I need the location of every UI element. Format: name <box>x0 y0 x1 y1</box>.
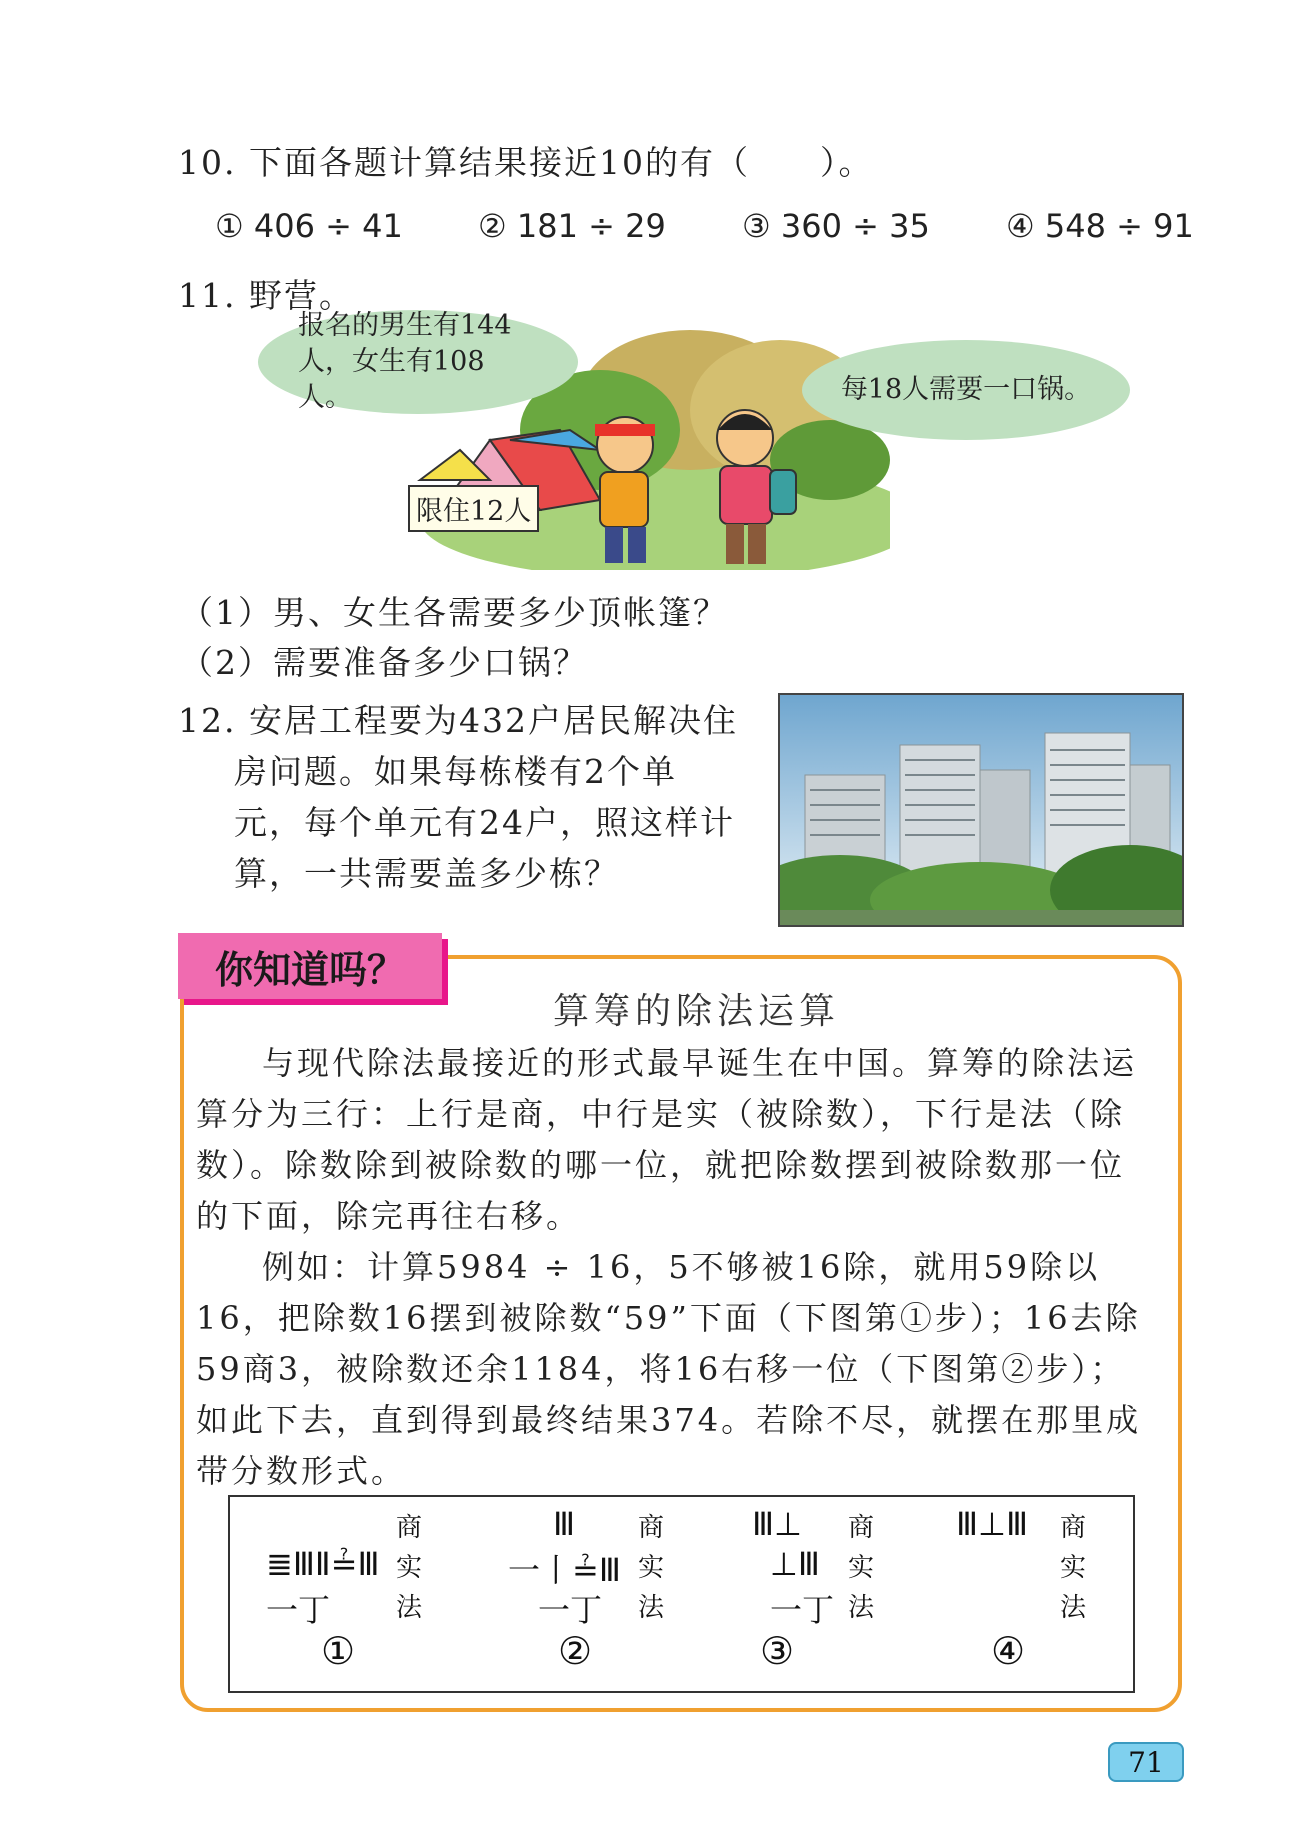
label-quotient: 商 <box>638 1513 665 1543</box>
question-10: 10. 下面各题计算结果接近10的有（ ）。 <box>178 143 874 182</box>
label-divisor: 法 <box>638 1593 665 1623</box>
label-divisor: 法 <box>396 1593 423 1623</box>
label-dividend: 实 <box>638 1553 665 1583</box>
info-tag <box>178 933 442 999</box>
q10-option-3: ③ 360 ÷ 35 <box>742 207 930 245</box>
counting-rods-diagram <box>228 1495 1135 1693</box>
q10-option-2: ② 181 ÷ 29 <box>478 207 666 245</box>
q10-option-4: ④ 548 ÷ 91 <box>1006 207 1194 245</box>
label-divisor: 法 <box>1060 1593 1087 1623</box>
step-number: ① <box>321 1629 356 1673</box>
rod-step-2 <box>508 1507 688 1687</box>
label-quotient: 商 <box>848 1513 875 1543</box>
quotient-rods: Ⅲ <box>553 1505 576 1543</box>
step-number: ② <box>558 1629 593 1673</box>
step-number: ③ <box>760 1629 795 1673</box>
rod-step-4 <box>956 1507 1126 1687</box>
dividend-rods: ≣ⅢⅡ≟Ⅲ <box>266 1545 380 1583</box>
dividend-rods: 一丨≟Ⅲ <box>508 1551 621 1589</box>
divisor-rods: 一丁 <box>266 1591 331 1629</box>
q10-option-1: ① 406 ÷ 41 <box>215 207 403 245</box>
rod-step-3 <box>740 1507 920 1687</box>
page-number: 71 <box>1128 1745 1164 1779</box>
divisor-rods: 一丁 <box>538 1591 603 1629</box>
info-paragraph-2: 例如：计算5984 ÷ 16，5不够被16除，就用59除以16，把除数16摆到被除数“59”下面（下图第①步）；16去除59商3，被除数还余1184，将16右移一位（下图第②步）；如此下去，直到得到最终结果374。若除不尽，就摆在那里成带分数形式。 <box>196 1248 1142 1490</box>
page-number-badge <box>1108 1742 1184 1782</box>
question-11-title: 11. 野营。 <box>178 276 354 315</box>
speech-bubble-left-text: 报名的男生有144人，女生有108人。 <box>298 310 512 413</box>
speech-bubble-left <box>258 310 578 414</box>
label-dividend: 实 <box>396 1553 423 1583</box>
step-number: ④ <box>991 1629 1026 1673</box>
question-12-line-3: 元，每个单元有24户，照这样计 <box>234 803 735 842</box>
question-12-line-2: 房问题。如果每栋楼有2个单 <box>234 752 677 791</box>
info-paragraph-1: 与现代除法最接近的形式最早诞生在中国。算筹的除法运算分为三行：上行是商，中行是实（被除数），下行是法（除数）。除数除到被除数的哪一位，就把除数摆到被除数那一位的下面，除完再往右移。 <box>196 1044 1138 1235</box>
label-dividend: 实 <box>1060 1553 1087 1583</box>
info-title: 算筹的除法运算 <box>553 991 841 1032</box>
label-divisor: 法 <box>848 1593 875 1623</box>
rod-step-1 <box>266 1507 446 1687</box>
speech-bubble-right <box>802 340 1130 440</box>
question-12-line-1: 12. 安居工程要为432户居民解决住 <box>178 701 738 740</box>
quotient-rods: Ⅲ⊥Ⅲ <box>956 1505 1028 1543</box>
label-quotient: 商 <box>396 1513 423 1543</box>
question-12-line-4: 算，一共需要盖多少栋？ <box>234 854 619 893</box>
quotient-rods: Ⅲ⊥ <box>752 1505 802 1543</box>
info-tag-label: 你知道吗？ <box>214 947 405 992</box>
label-quotient: 商 <box>1060 1513 1087 1543</box>
label-dividend: 实 <box>848 1553 875 1583</box>
speech-bubble-right-text: 每18人需要一口锅。 <box>840 374 1092 405</box>
apartment-photo <box>778 693 1184 927</box>
apartment-buildings-graphic <box>780 695 1182 925</box>
tent-sign: 限住12人 <box>408 485 539 532</box>
divisor-rods: 一丁 <box>770 1591 835 1629</box>
question-11-sub-1: （1）男、女生各需要多少顶帐篷？ <box>180 593 728 632</box>
question-11-sub-2: （2）需要准备多少口锅？ <box>180 643 588 682</box>
dividend-rods: ⊥Ⅲ <box>770 1545 820 1583</box>
